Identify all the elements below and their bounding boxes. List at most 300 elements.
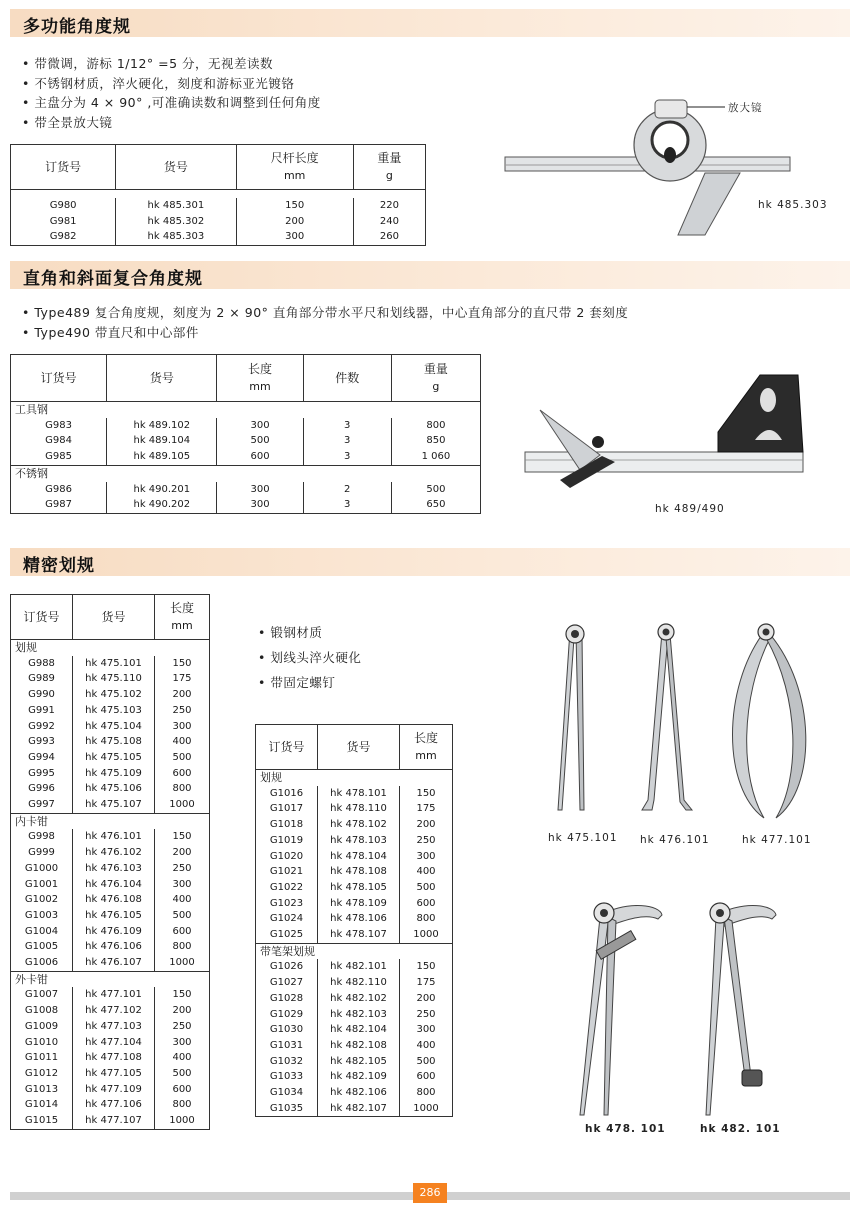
section-title: 精密划规 bbox=[23, 556, 95, 576]
column-header: 件数 bbox=[303, 355, 391, 402]
table-cell: 500 bbox=[217, 433, 303, 449]
feature-list bbox=[22, 303, 628, 342]
column-header: 尺杆长度 mm bbox=[236, 145, 353, 190]
table-cell: 1000 bbox=[155, 797, 210, 813]
table-cell: 500 bbox=[155, 750, 210, 766]
spec-table bbox=[10, 354, 481, 514]
table-cell: hk 475.103 bbox=[73, 703, 155, 719]
table-cell: hk 475.104 bbox=[73, 719, 155, 735]
table-cell: hk 478.103 bbox=[318, 833, 400, 849]
group-label: 划规 bbox=[256, 770, 453, 786]
table-row bbox=[11, 1082, 210, 1098]
table-row bbox=[256, 786, 453, 802]
table-cell: hk 476.109 bbox=[73, 924, 155, 940]
table-cell: G989 bbox=[11, 671, 73, 687]
table-cell: hk 477.101 bbox=[73, 987, 155, 1003]
table-cell: hk 482.103 bbox=[318, 1007, 400, 1023]
table-cell: hk 482.101 bbox=[318, 959, 400, 975]
table-cell: hk 477.106 bbox=[73, 1097, 155, 1113]
group-row bbox=[256, 770, 453, 786]
group-row bbox=[11, 813, 210, 829]
table-cell: G1033 bbox=[256, 1069, 318, 1085]
table-cell: hk 477.102 bbox=[73, 1003, 155, 1019]
table-cell: hk 482.106 bbox=[318, 1085, 400, 1101]
spec-table bbox=[10, 144, 426, 246]
table-header-row bbox=[11, 145, 426, 190]
table-cell: G1006 bbox=[11, 955, 73, 971]
product-caption: hk 475.101 bbox=[548, 832, 618, 844]
table-cell: hk 475.108 bbox=[73, 734, 155, 750]
table-cell: hk 490.202 bbox=[107, 497, 217, 513]
table-cell: G1017 bbox=[256, 801, 318, 817]
column-header: 订货号 bbox=[11, 355, 107, 402]
table-cell: G1000 bbox=[11, 861, 73, 877]
table-cell: 1000 bbox=[400, 1101, 453, 1117]
table-row bbox=[256, 801, 453, 817]
table-cell: G980 bbox=[11, 198, 116, 214]
column-header: 订货号 bbox=[11, 595, 73, 640]
table-cell: 1000 bbox=[155, 955, 210, 971]
column-header: 订货号 bbox=[11, 145, 116, 190]
table-cell: hk 478.102 bbox=[318, 817, 400, 833]
table-cell: hk 478.108 bbox=[318, 864, 400, 880]
table-row bbox=[11, 955, 210, 971]
column-header: 货号 bbox=[73, 595, 155, 640]
table-cell: 175 bbox=[400, 801, 453, 817]
table-cell: hk 489.102 bbox=[107, 418, 217, 434]
table-cell: 175 bbox=[400, 975, 453, 991]
table-cell: 200 bbox=[236, 214, 353, 230]
table-row bbox=[256, 817, 453, 833]
table-row bbox=[256, 880, 453, 896]
table-cell: hk 482.109 bbox=[318, 1069, 400, 1085]
table-row bbox=[256, 1038, 453, 1054]
table-cell: G1011 bbox=[11, 1050, 73, 1066]
table-cell: 600 bbox=[400, 1069, 453, 1085]
table-cell: G1010 bbox=[11, 1035, 73, 1051]
table-cell: hk 475.109 bbox=[73, 766, 155, 782]
table-cell: 500 bbox=[391, 482, 480, 498]
table-row bbox=[11, 797, 210, 813]
group-label: 工具钢 bbox=[11, 402, 481, 418]
table-cell: hk 477.109 bbox=[73, 1082, 155, 1098]
table-row bbox=[11, 1035, 210, 1051]
table-cell: hk 476.104 bbox=[73, 877, 155, 893]
table-cell: G1009 bbox=[11, 1019, 73, 1035]
table-cell: G982 bbox=[11, 229, 116, 245]
table-cell: 250 bbox=[400, 1007, 453, 1023]
divider-illustration bbox=[540, 620, 590, 820]
table-cell: 150 bbox=[155, 829, 210, 845]
table-cell: hk 485.303 bbox=[116, 229, 236, 245]
table-cell: hk 476.106 bbox=[73, 939, 155, 955]
table-row bbox=[11, 1113, 210, 1129]
table-row bbox=[11, 214, 426, 230]
product-caption: hk 476.101 bbox=[640, 834, 710, 846]
table-row bbox=[11, 939, 210, 955]
table-row bbox=[11, 766, 210, 782]
column-header: 长度 mm bbox=[400, 725, 453, 770]
table-cell: hk 482.108 bbox=[318, 1038, 400, 1054]
table-cell: G1031 bbox=[256, 1038, 318, 1054]
section-header bbox=[10, 548, 850, 576]
table-row bbox=[256, 991, 453, 1007]
table-cell: G1022 bbox=[256, 880, 318, 896]
table-cell: 1000 bbox=[155, 1113, 210, 1129]
table-cell: hk 478.107 bbox=[318, 927, 400, 943]
pencil-divider-illustration bbox=[690, 895, 790, 1120]
table-cell: 400 bbox=[155, 1050, 210, 1066]
table-cell: hk 478.110 bbox=[318, 801, 400, 817]
spring-divider-illustration bbox=[570, 895, 670, 1120]
table-cell: hk 482.105 bbox=[318, 1054, 400, 1070]
table-row bbox=[11, 892, 210, 908]
group-row bbox=[11, 402, 481, 418]
feature-item: • 主盘分为 4 × 90° ,可准确读数和调整到任何角度 bbox=[22, 93, 321, 113]
table-cell: hk 477.105 bbox=[73, 1066, 155, 1082]
table-row bbox=[11, 861, 210, 877]
feature-item: • 带微调，游标 1/12° =5 分，无视差读数 bbox=[22, 54, 321, 74]
feature-item: • 带固定螺钉 bbox=[258, 670, 361, 695]
table-cell: G1004 bbox=[11, 924, 73, 940]
table-row bbox=[11, 687, 210, 703]
column-header: 货号 bbox=[116, 145, 236, 190]
group-label: 划规 bbox=[11, 640, 210, 656]
table-row bbox=[11, 671, 210, 687]
table-cell: 300 bbox=[400, 1022, 453, 1038]
table-cell: G1018 bbox=[256, 817, 318, 833]
table-cell: G991 bbox=[11, 703, 73, 719]
table-row bbox=[256, 975, 453, 991]
feature-list bbox=[22, 54, 321, 132]
table-cell: 600 bbox=[217, 449, 303, 465]
column-header: 重量 g bbox=[353, 145, 425, 190]
table-cell: hk 485.301 bbox=[116, 198, 236, 214]
table-row bbox=[11, 829, 210, 845]
table-cell: 800 bbox=[400, 911, 453, 927]
table-cell: G1019 bbox=[256, 833, 318, 849]
table-row bbox=[11, 1050, 210, 1066]
table-cell: G996 bbox=[11, 781, 73, 797]
table-header-row bbox=[11, 355, 481, 402]
table-row bbox=[11, 497, 481, 513]
table-cell: G1020 bbox=[256, 849, 318, 865]
table-cell: G988 bbox=[11, 656, 73, 672]
table-cell: 500 bbox=[155, 908, 210, 924]
table-cell: G984 bbox=[11, 433, 107, 449]
protractor-illustration bbox=[500, 95, 840, 255]
table-row bbox=[256, 911, 453, 927]
table-cell: 150 bbox=[155, 987, 210, 1003]
table-cell: 240 bbox=[353, 214, 425, 230]
table-cell: 500 bbox=[155, 1066, 210, 1082]
table-cell: G1028 bbox=[256, 991, 318, 1007]
feature-item: • Type490 带直尺和中心部件 bbox=[22, 323, 628, 343]
spec-table-left bbox=[10, 594, 210, 1130]
table-row bbox=[256, 1007, 453, 1023]
table-cell: hk 475.102 bbox=[73, 687, 155, 703]
feature-item: • 带全景放大镜 bbox=[22, 113, 321, 133]
table-cell: G981 bbox=[11, 214, 116, 230]
table-cell: G986 bbox=[11, 482, 107, 498]
table-cell: hk 475.107 bbox=[73, 797, 155, 813]
table-cell: hk 476.103 bbox=[73, 861, 155, 877]
table-row bbox=[256, 1069, 453, 1085]
table-cell: hk 477.107 bbox=[73, 1113, 155, 1129]
table-cell: 800 bbox=[400, 1085, 453, 1101]
product-caption: hk 482. 101 bbox=[700, 1123, 781, 1135]
table-cell: 800 bbox=[155, 1097, 210, 1113]
group-row bbox=[11, 465, 481, 481]
table-cell: G1030 bbox=[256, 1022, 318, 1038]
table-cell: G993 bbox=[11, 734, 73, 750]
table-cell: G1029 bbox=[256, 1007, 318, 1023]
table-cell: G1027 bbox=[256, 975, 318, 991]
column-header: 货号 bbox=[318, 725, 400, 770]
table-cell: hk 476.102 bbox=[73, 845, 155, 861]
table-cell: 600 bbox=[155, 766, 210, 782]
table-cell: G1002 bbox=[11, 892, 73, 908]
table-cell: 260 bbox=[353, 229, 425, 245]
table-cell: hk 478.101 bbox=[318, 786, 400, 802]
table-cell: G997 bbox=[11, 797, 73, 813]
table-cell: 250 bbox=[400, 833, 453, 849]
table-row bbox=[11, 734, 210, 750]
table-cell: G1001 bbox=[11, 877, 73, 893]
product-caption: hk 489/490 bbox=[655, 503, 725, 515]
table-row bbox=[11, 656, 210, 672]
table-cell: 400 bbox=[155, 734, 210, 750]
combination-square-illustration bbox=[520, 370, 810, 500]
section-title: 多功能角度规 bbox=[23, 17, 131, 37]
table-cell: G1007 bbox=[11, 987, 73, 1003]
table-row bbox=[11, 482, 481, 498]
table-cell: 1000 bbox=[400, 927, 453, 943]
table-cell: 500 bbox=[400, 1054, 453, 1070]
table-row bbox=[11, 433, 481, 449]
table-cell: G985 bbox=[11, 449, 107, 465]
table-cell: 850 bbox=[391, 433, 480, 449]
table-cell: 200 bbox=[155, 1003, 210, 1019]
table-cell: G1005 bbox=[11, 939, 73, 955]
table-cell: hk 478.106 bbox=[318, 911, 400, 927]
table-cell: G1032 bbox=[256, 1054, 318, 1070]
table-cell: 500 bbox=[400, 880, 453, 896]
table-cell: 300 bbox=[155, 719, 210, 735]
table-cell: hk 482.102 bbox=[318, 991, 400, 1007]
table-cell: G1012 bbox=[11, 1066, 73, 1082]
table-cell: 400 bbox=[155, 892, 210, 908]
table-cell: 600 bbox=[155, 924, 210, 940]
table-cell: 150 bbox=[400, 786, 453, 802]
table-row bbox=[11, 877, 210, 893]
group-label: 不锈钢 bbox=[11, 465, 481, 481]
column-header: 订货号 bbox=[256, 725, 318, 770]
table-cell: G1024 bbox=[256, 911, 318, 927]
table-cell: G994 bbox=[11, 750, 73, 766]
table-cell: 250 bbox=[155, 703, 210, 719]
table-row bbox=[256, 1022, 453, 1038]
group-label: 内卡钳 bbox=[11, 813, 210, 829]
section-header bbox=[10, 261, 850, 289]
table-row bbox=[256, 849, 453, 865]
table-cell: hk 482.110 bbox=[318, 975, 400, 991]
table-cell: hk 476.101 bbox=[73, 829, 155, 845]
table-row bbox=[11, 924, 210, 940]
table-cell: hk 485.302 bbox=[116, 214, 236, 230]
table-row bbox=[11, 1003, 210, 1019]
table-row bbox=[11, 449, 481, 465]
table-cell: G998 bbox=[11, 829, 73, 845]
table-cell: G1021 bbox=[256, 864, 318, 880]
feature-item: • 划线头淬火硬化 bbox=[258, 645, 361, 670]
table-cell: G1008 bbox=[11, 1003, 73, 1019]
product-caption: hk 477.101 bbox=[742, 834, 812, 846]
outside-caliper-illustration bbox=[722, 618, 822, 828]
feature-list bbox=[258, 620, 361, 695]
table-row bbox=[256, 959, 453, 975]
table-cell: 3 bbox=[303, 433, 391, 449]
spec-table-right bbox=[255, 724, 453, 1117]
table-cell: G995 bbox=[11, 766, 73, 782]
table-cell: 250 bbox=[155, 1019, 210, 1035]
table-cell: 2 bbox=[303, 482, 391, 498]
table-cell: 800 bbox=[155, 939, 210, 955]
table-cell: 200 bbox=[155, 845, 210, 861]
group-label: 外卡钳 bbox=[11, 971, 210, 987]
group-row bbox=[11, 640, 210, 656]
table-cell: 800 bbox=[155, 781, 210, 797]
table-cell: hk 482.107 bbox=[318, 1101, 400, 1117]
callout-label: 放大镜 bbox=[728, 102, 763, 114]
table-cell: G1013 bbox=[11, 1082, 73, 1098]
table-cell: 200 bbox=[155, 687, 210, 703]
table-cell: G1015 bbox=[11, 1113, 73, 1129]
table-row bbox=[11, 781, 210, 797]
table-row bbox=[11, 1066, 210, 1082]
table-cell: 300 bbox=[236, 229, 353, 245]
table-cell: hk 490.201 bbox=[107, 482, 217, 498]
table-cell: hk 477.104 bbox=[73, 1035, 155, 1051]
group-row bbox=[11, 971, 210, 987]
table-cell: 800 bbox=[391, 418, 480, 434]
table-cell: 300 bbox=[155, 1035, 210, 1051]
inside-caliper-illustration bbox=[640, 620, 700, 820]
table-cell: hk 477.108 bbox=[73, 1050, 155, 1066]
table-cell: 220 bbox=[353, 198, 425, 214]
table-row bbox=[256, 1101, 453, 1117]
table-row bbox=[256, 896, 453, 912]
table-row bbox=[256, 1085, 453, 1101]
table-cell: 400 bbox=[400, 864, 453, 880]
table-row bbox=[11, 908, 210, 924]
table-cell: 300 bbox=[217, 482, 303, 498]
table-row bbox=[11, 229, 426, 245]
table-cell: G1016 bbox=[256, 786, 318, 802]
table-cell: hk 482.104 bbox=[318, 1022, 400, 1038]
table-cell: hk 475.105 bbox=[73, 750, 155, 766]
table-cell: 175 bbox=[155, 671, 210, 687]
page-number: 286 bbox=[413, 1183, 447, 1203]
table-cell: hk 477.103 bbox=[73, 1019, 155, 1035]
table-cell: 200 bbox=[400, 817, 453, 833]
table-header-row bbox=[256, 725, 453, 770]
table-cell: hk 475.106 bbox=[73, 781, 155, 797]
table-cell: 3 bbox=[303, 449, 391, 465]
table-cell: G1026 bbox=[256, 959, 318, 975]
table-cell: 300 bbox=[217, 418, 303, 434]
table-cell: hk 475.110 bbox=[73, 671, 155, 687]
table-row bbox=[11, 1019, 210, 1035]
table-cell: 300 bbox=[400, 849, 453, 865]
table-cell: hk 489.105 bbox=[107, 449, 217, 465]
table-cell: G999 bbox=[11, 845, 73, 861]
table-cell: G992 bbox=[11, 719, 73, 735]
table-cell: G990 bbox=[11, 687, 73, 703]
table-cell: G1014 bbox=[11, 1097, 73, 1113]
table-cell: 300 bbox=[217, 497, 303, 513]
table-cell: hk 476.107 bbox=[73, 955, 155, 971]
table-row bbox=[11, 987, 210, 1003]
table-cell: hk 476.105 bbox=[73, 908, 155, 924]
table-cell: 150 bbox=[155, 656, 210, 672]
table-cell: hk 478.109 bbox=[318, 896, 400, 912]
table-cell: G987 bbox=[11, 497, 107, 513]
table-cell: 650 bbox=[391, 497, 480, 513]
table-cell: 200 bbox=[400, 991, 453, 1007]
table-cell: G983 bbox=[11, 418, 107, 434]
table-cell: hk 475.101 bbox=[73, 656, 155, 672]
table-cell: hk 478.104 bbox=[318, 849, 400, 865]
table-cell: hk 478.105 bbox=[318, 880, 400, 896]
table-cell: 150 bbox=[400, 959, 453, 975]
table-row bbox=[256, 833, 453, 849]
table-row bbox=[11, 703, 210, 719]
product-caption: hk 485.303 bbox=[758, 199, 828, 211]
table-row bbox=[11, 719, 210, 735]
group-row bbox=[256, 943, 453, 959]
table-cell: 400 bbox=[400, 1038, 453, 1054]
table-cell: 3 bbox=[303, 497, 391, 513]
feature-item: • 锻钢材质 bbox=[258, 620, 361, 645]
table-cell: 300 bbox=[155, 877, 210, 893]
table-cell: 150 bbox=[236, 198, 353, 214]
column-header: 长度 mm bbox=[217, 355, 303, 402]
table-row bbox=[11, 198, 426, 214]
table-row bbox=[11, 418, 481, 434]
table-header-row bbox=[11, 595, 210, 640]
table-cell: 1 060 bbox=[391, 449, 480, 465]
feature-item: • 不锈钢材质，淬火硬化，刻度和游标亚光镀铬 bbox=[22, 74, 321, 94]
table-cell: hk 476.108 bbox=[73, 892, 155, 908]
table-cell: G1035 bbox=[256, 1101, 318, 1117]
table-cell: 600 bbox=[400, 896, 453, 912]
table-cell: 600 bbox=[155, 1082, 210, 1098]
table-row bbox=[256, 864, 453, 880]
table-cell: hk 489.104 bbox=[107, 433, 217, 449]
group-label: 带笔架划规 bbox=[256, 943, 453, 959]
table-cell: 250 bbox=[155, 861, 210, 877]
column-header: 重量 g bbox=[391, 355, 480, 402]
table-cell: G1034 bbox=[256, 1085, 318, 1101]
table-row bbox=[11, 845, 210, 861]
column-header: 货号 bbox=[107, 355, 217, 402]
table-row bbox=[11, 1097, 210, 1113]
section-header bbox=[10, 9, 850, 37]
table-cell: 3 bbox=[303, 418, 391, 434]
feature-item: • Type489 复合角度规，刻度为 2 × 90° 直角部分带水平尺和划线器，中心直角部分的直尺带 2 套刻度 bbox=[22, 303, 628, 323]
section-title: 直角和斜面复合角度规 bbox=[23, 269, 203, 289]
